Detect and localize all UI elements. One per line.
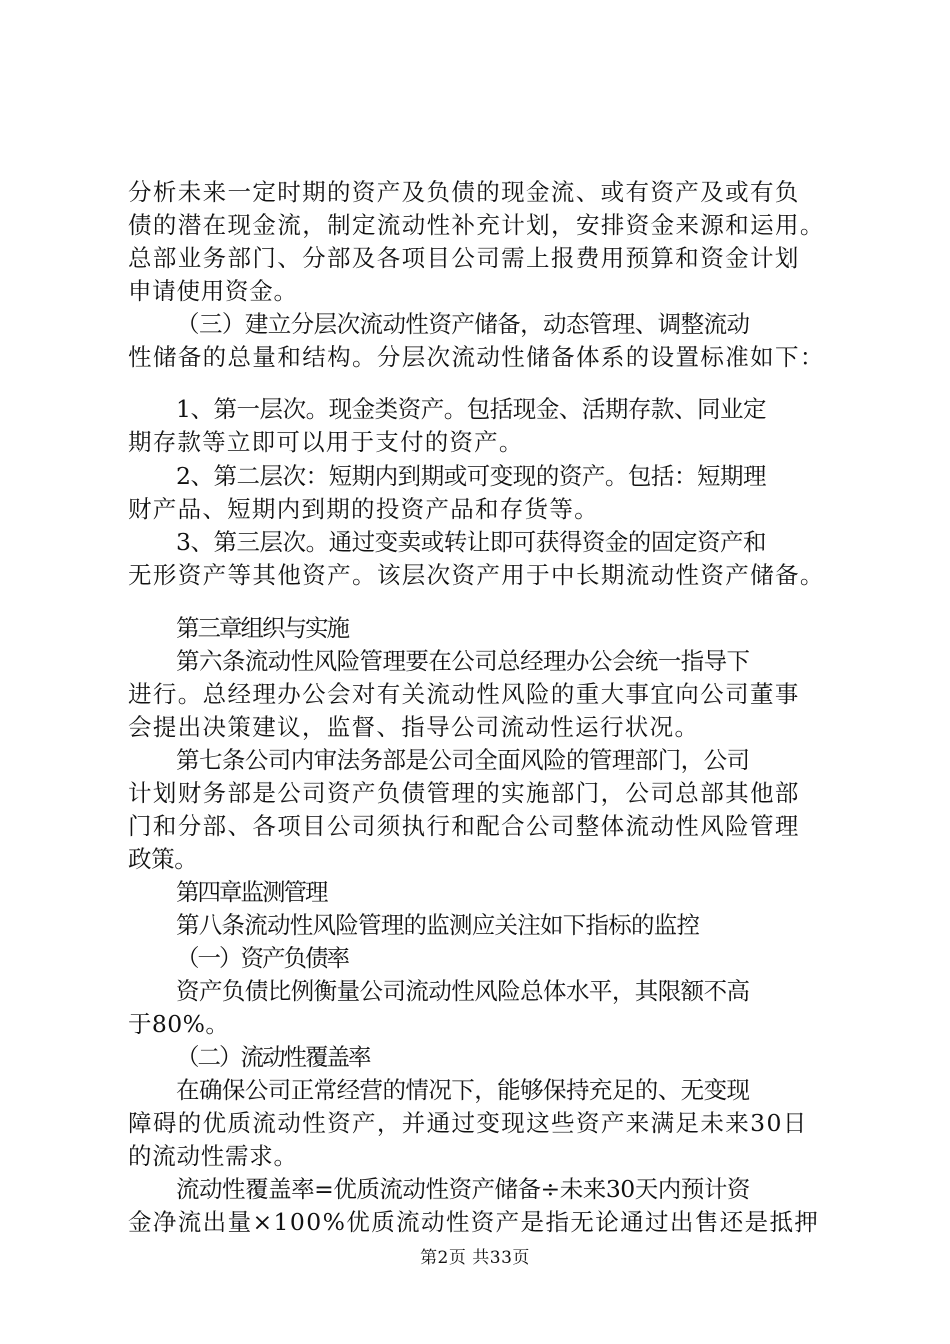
body-text-line: 在确保公司正常经营的情况下，能够保持充足的、无变现 [176,1076,750,1104]
body-text-line: 总部业务部门、分部及各项目公司需上报费用预算和资金计划 [128,244,800,272]
body-text-line: 无形资产等其他资产。该层次资产用于中长期流动性资产储备。 [128,561,825,589]
body-text-line: 障碍的优质流动性资产，并通过变现这些资产来满足未来30日 [128,1109,808,1137]
body-text-line: 门和分部、各项目公司须执行和配合公司整体流动性风险管理 [128,812,800,840]
body-text-line: 申请使用资金。 [128,277,298,305]
body-text-line: 资产负债比例衡量公司流动性风险总体水平，其限额不高 [176,977,750,1005]
body-text-line: 期存款等立即可以用于支付的资产。 [128,428,524,456]
body-text-line: 分析未来一定时期的资产及负债的现金流、或有资产及或有负 [128,178,800,206]
chapter-heading: 第三章组织与实施 [176,614,348,642]
body-text-line: 3、第三层次。通过变卖或转让即可获得资金的固定资产和 [176,528,767,556]
body-text-line: 计划财务部是公司资产负债管理的实施部门，公司总部其他部 [128,779,800,807]
body-text-line: 第八条流动性风险管理的监测应关注如下指标的监控 [176,911,700,939]
body-text-line: 第七条公司内审法务部是公司全面风险的管理部门，公司 [176,746,750,774]
body-text-line: 金净流出量×100%优质流动性资产是指无论通过出售还是抵押 [128,1208,820,1236]
body-text-line: 会提出决策建议，监督、指导公司流动性运行状况。 [128,713,700,741]
body-text-line: 第六条流动性风险管理要在公司总经理办公会统一指导下 [176,647,750,675]
body-text-line: 于80%。 [128,1010,230,1038]
body-text-line: 流动性覆盖率=优质流动性资产储备÷未来30天内预计资 [176,1175,750,1203]
chapter-heading: 第四章监测管理 [176,878,327,906]
body-text-line: 债的潜在现金流，制定流动性补充计划，安排资金来源和运用。 [128,211,825,239]
section-heading: （一）资产负债率 [176,944,348,972]
body-text-line: 1、第一层次。现金类资产。包括现金、活期存款、同业定 [176,395,767,423]
page-number-footer: 第2页 共33页 [420,1248,530,1268]
body-text-line: 的流动性需求。 [128,1142,298,1170]
body-text-line: 性储备的总量和结构。分层次流动性储备体系的设置标准如下： [128,343,825,371]
body-text-line: 2、第二层次：短期内到期或可变现的资产。包括：短期理 [176,462,767,490]
body-text-line: 财产品、短期内到期的投资产品和存货等。 [128,495,599,523]
body-text-line: （三）建立分层次流动性资产储备，动态管理、调整流动 [176,310,750,338]
body-text-line: 政策。 [128,845,198,873]
section-heading: （二）流动性覆盖率 [176,1043,370,1071]
body-text-line: 进行。总经理办公会对有关流动性风险的重大事宜向公司董事 [128,680,800,708]
